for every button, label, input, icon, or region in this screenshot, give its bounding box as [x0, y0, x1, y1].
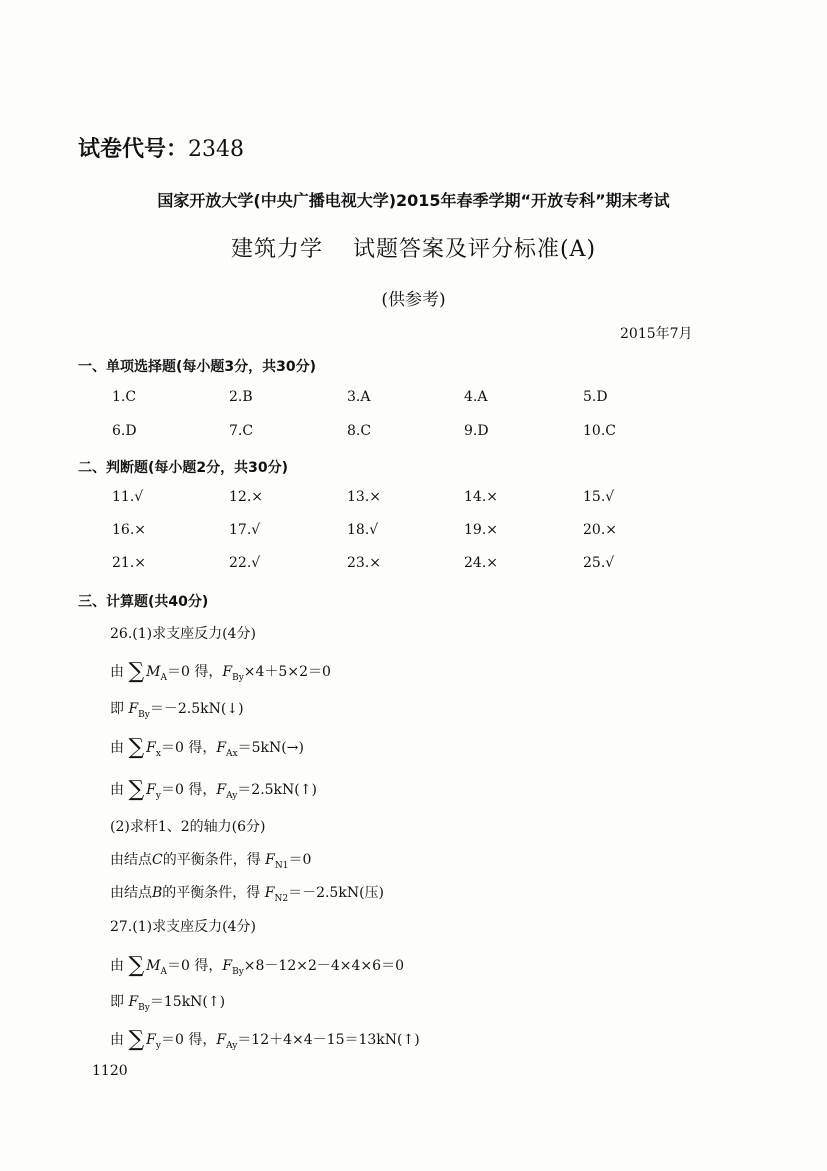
answer-item: 9.D	[464, 423, 489, 439]
section-1-title: 一、单项选择题(每小题3分，共30分)	[78, 359, 317, 375]
exam-code: 试卷代号：2348	[78, 137, 245, 162]
page-number: 1120	[92, 1063, 128, 1079]
q27-heading: 27.(1)求支座反力(4分)	[110, 919, 256, 935]
answer-item: 19.×	[464, 522, 498, 538]
answer-item: 12.×	[229, 489, 263, 505]
q26-line-2: 即 $F_{By}=-2.5kN(↓)$	[110, 701, 244, 720]
answer-item: 10.C	[583, 423, 616, 439]
answer-item: 13.×	[347, 489, 381, 505]
answer-item: 11.√	[112, 489, 144, 505]
answer-item: 23.×	[347, 555, 381, 571]
q27-line-3: 由 ∑ $F_y=0$ 得，$F_{Ay}=12+4\times 4-15=13kN(↑)$	[110, 1027, 420, 1052]
reference-note: (供参考)	[381, 290, 446, 310]
q26-line-4: 由 ∑ $F_y=0$ 得，$F_{Ay}=2.5kN(↑)$	[110, 777, 317, 802]
answer-item: 1.C	[112, 389, 137, 405]
answer-item: 14.×	[464, 489, 498, 505]
q26-heading-2: (2)求杆1、2的轴力(6分)	[110, 819, 266, 835]
answer-item: 18.√	[347, 522, 379, 538]
subject-title: 建筑力学 试题答案及评分标准(A)	[230, 237, 597, 262]
section-2-title: 二、判断题(每小题2分，共30分)	[78, 460, 289, 476]
answer-item: 20.×	[583, 522, 617, 538]
answer-item: 8.C	[347, 423, 372, 439]
q26-line-3: 由 ∑ $F_x=0$ 得，$F_{Ax}=5kN(\to)$	[110, 735, 304, 760]
answer-item: 16.×	[112, 522, 146, 538]
answer-item: 24.×	[464, 555, 498, 571]
q27-line-1: 由 ∑ $M_A=0$ 得，$F_{By}\times 8-12\times 2-4\times 4\times 6=0$	[110, 953, 404, 978]
answer-item: 4.A	[464, 389, 488, 405]
answer-item: 25.√	[583, 555, 615, 571]
exam-date: 2015年7月	[620, 326, 693, 342]
q26-line-1: 由 ∑ $M_A=0$ 得，$F_{By}\times 4+5\times 2=0$	[110, 659, 331, 684]
answer-item: 5.D	[583, 389, 608, 405]
answer-item: 6.D	[112, 423, 137, 439]
q27-line-2: 即 $F_{By}=15kN(↑)$	[110, 994, 226, 1013]
answer-item: 2.B	[229, 389, 253, 405]
answer-item: 21.×	[112, 555, 146, 571]
university-title: 国家开放大学(中央广播电视大学)2015年春季学期“开放专科”期末考试	[157, 191, 670, 210]
q26-line-5: 由结点C的平衡条件，得 $F_{N1}=0$	[110, 852, 312, 871]
answer-item: 7.C	[229, 423, 254, 439]
section-3-title: 三、计算题(共40分)	[78, 594, 209, 610]
q26-heading: 26.(1)求支座反力(4分)	[110, 626, 256, 642]
answer-item: 17.√	[229, 522, 261, 538]
q26-line-6: 由结点B的平衡条件，得 $F_{N2}=-2.5kN$(压)	[110, 885, 384, 904]
answer-item: 3.A	[347, 389, 371, 405]
answer-item: 22.√	[229, 555, 261, 571]
answer-item: 15.√	[583, 489, 615, 505]
